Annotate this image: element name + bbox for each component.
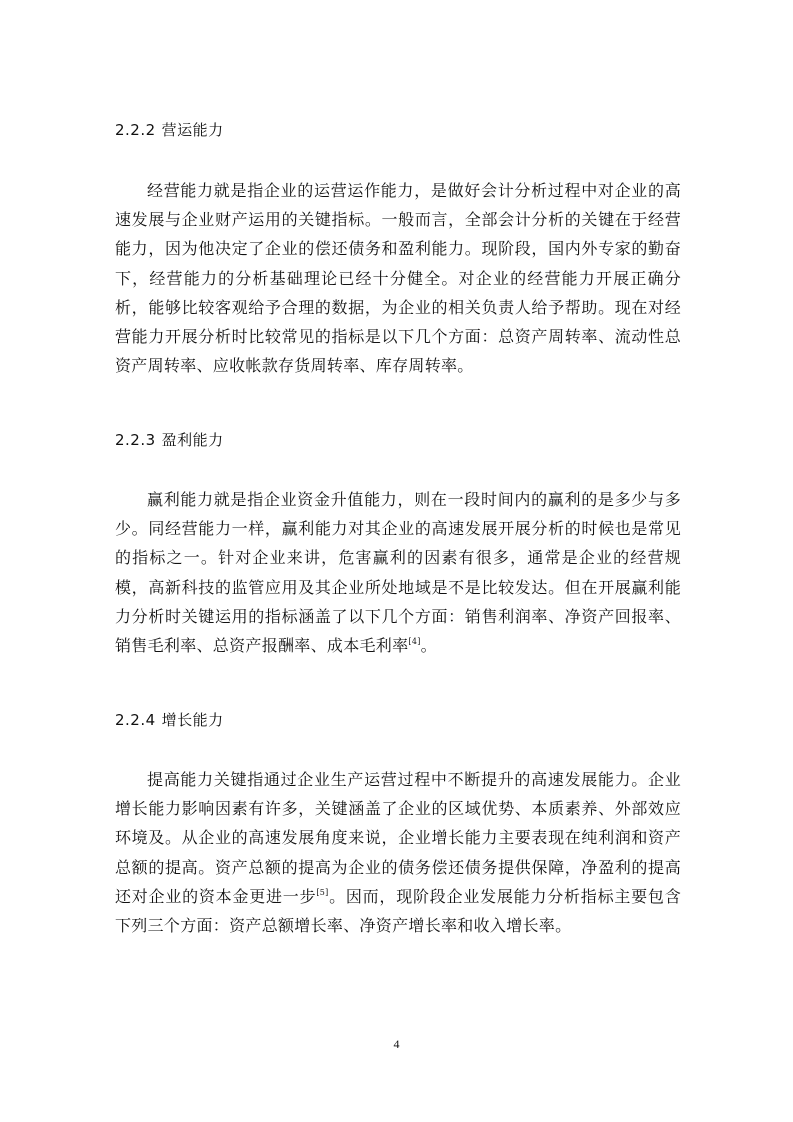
section-heading-growth-ability	[115, 709, 224, 730]
paragraph-text: 提高能力关键指通过企业生产运营过程中不断提升的高速发展能力。企业增长能力影响因素有许多，关键涵盖了企业的区域优势、本质素养、外部效应环境及。从企业的高速发展角度来说，企业增长能力主要表现在纯利润和资产总额的提高。资产总额的提高为企业的债务偿还债务提供保障，净盈利的提高还对企业的资本金更进一步	[115, 770, 681, 906]
citation-marker: [4]	[408, 637, 421, 647]
paragraph-text: 赢利能力就是指企业资金升值能力，则在一段时间内的赢利的是多少与多少。同经营能力一样，赢利能力对其企业的高速发展开展分析的时候也是常见的指标之一。针对企业来讲，危害赢利的因素有很多，通常是企业的经营规模，高新科技的监管应用及其企业所处地域是不是比较发达。但在开展赢利能力分析时关键运用的指标涵盖了以下几个方面：销售利润率、净资产回报率、销售毛利率、总资产报酬率、成本毛利率	[115, 490, 681, 656]
section-number: 2.2.4	[115, 711, 156, 729]
citation-marker: [5]	[316, 887, 329, 897]
section-title: 营运能力	[161, 121, 224, 139]
profitability-paragraph	[115, 485, 681, 660]
section-number: 2.2.2	[115, 121, 156, 139]
paragraph-text: 经营能力就是指企业的运营运作能力，是做好会计分析过程中对企业的高速发展与企业财产运用的关键指标。一般而言，全部会计分析的关键在于经营能力，因为他决定了企业的偿还债务和盈利能力。现阶段，国内外专家的勤奋下，经营能力的分析基础理论已经十分健全。对企业的经营能力开展正确分析，能够比较客观给予合理的数据，为企业的相关负责人给予帮助。现在对经营能力开展分析时比较常见的指标是以下几个方面：总资产周转率、流动性总资产周转率、应收帐款存货周转率、库存周转率。	[115, 181, 681, 376]
paragraph-text-end: 。	[420, 636, 437, 656]
operating-ability-paragraph	[115, 176, 681, 380]
section-number: 2.2.3	[115, 431, 156, 449]
section-title: 增长能力	[161, 711, 224, 729]
growth-ability-paragraph	[115, 765, 681, 940]
section-title: 盈利能力	[161, 431, 224, 449]
paragraph-text-end: 。因而，现阶段企业发展能力分析指标主要包含下列三个方面：资产总额增长率、净资产增长率和收入增长率。	[115, 886, 681, 936]
section-heading-profitability	[115, 429, 224, 450]
page-number: 4	[393, 1037, 400, 1051]
section-heading-operating-ability	[115, 119, 224, 140]
